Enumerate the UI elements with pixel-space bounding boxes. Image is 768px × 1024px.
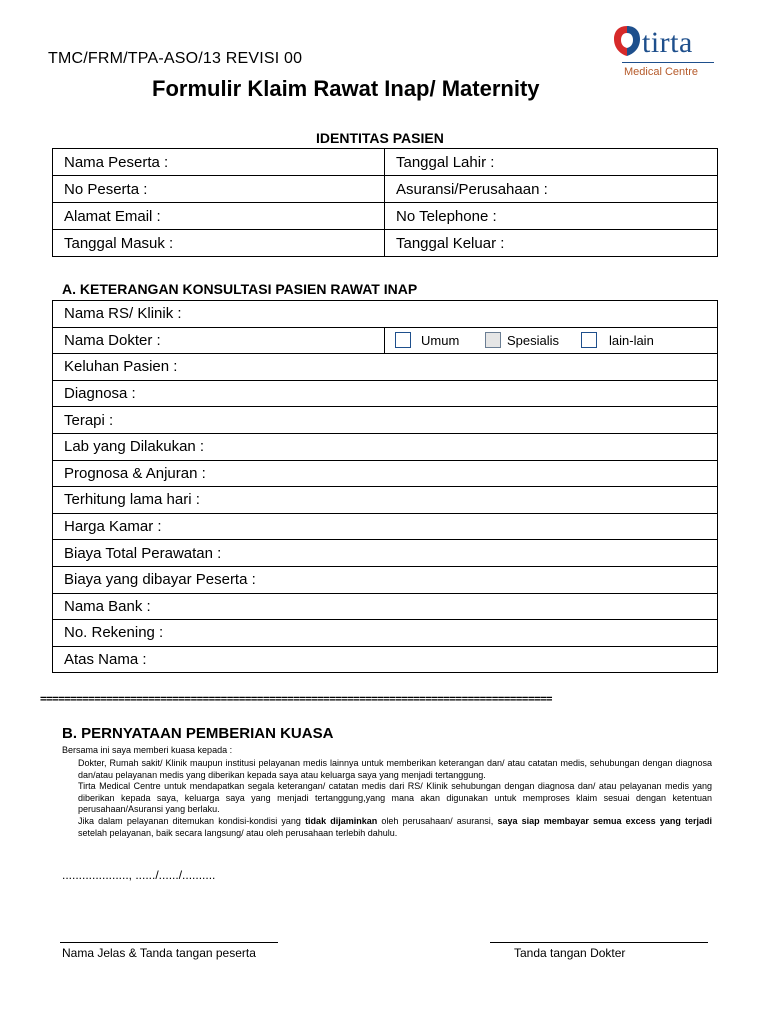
table-row [53,593,718,620]
field-nama-dokter[interactable]: Nama Dokter : [53,327,385,354]
table-row [53,646,718,673]
field-nama-bank[interactable]: Nama Bank : [53,593,718,620]
field-keluhan-pasien[interactable]: Keluhan Pasien : [53,354,718,381]
lain-lain-checkbox[interactable] [581,332,597,348]
identitas-table [52,148,718,257]
logo-name: tirta [642,26,693,59]
kuasa-intro: Bersama ini saya memberi kuasa kepada : [62,745,233,755]
field-no-telephone[interactable]: No Telephone : [385,203,718,230]
field-tanggal-lahir[interactable]: Tanggal Lahir : [385,149,718,176]
field-asuransi-perusahaan[interactable]: Asuransi/Perusahaan : [385,176,718,203]
field-prognosa[interactable]: Prognosa & Anjuran : [53,460,718,487]
para3-text-b: oleh perusahaan/ asuransi, [377,815,498,826]
kuasa-paragraph-2: Tirta Medical Centre untuk mendapatkan segala keterangan/ catatan medis dari RS/ Klinik sehubungan dengan diagnosa dan/ atau pelayanan medis yang diberikan kepada saya, keluarga saya yang menjadi tertanggung,yang mana akan digunakan untuk memproses klaim sesuai dengan ketentuan perusahaan/Asuransi yang berlaku. [78,781,712,815]
spesialis-checkbox[interactable] [485,332,501,348]
field-atas-nama[interactable]: Atas Nama : [53,646,718,673]
table-row [53,354,718,381]
field-biaya-total[interactable]: Biaya Total Perawatan : [53,540,718,567]
table-row [53,380,718,407]
logo-subtitle: Medical Centre [624,66,698,78]
table-row [53,487,718,514]
document-code: TMC/FRM/TPA-ASO/13 REVISI 00 [48,50,303,67]
identitas-heading: IDENTITAS PASIEN [316,130,444,146]
field-tanggal-keluar[interactable]: Tanggal Keluar : [385,230,718,257]
place-date-field[interactable]: ...................., ....../....../.......... [62,868,216,882]
umum-checkbox[interactable] [395,332,411,348]
table-row [53,513,718,540]
table-row [53,301,718,328]
table-row [53,149,718,176]
lain-lain-label: lain-lain [609,332,654,348]
field-no-peserta[interactable]: No Peserta : [53,176,385,203]
field-lab[interactable]: Lab yang Dilakukan : [53,433,718,460]
tirta-logo [612,22,716,82]
kuasa-paragraph-1: Dokter, Rumah sakit/ Klinik maupun institusi pelayanan medis lainnya untuk memberikan keterangan dan/ atau catatan medis, sehubungan dengan diagnosa dan/atau pelayanan medis yang diberikan kepada saya atau keluarga saya yang menjadi tertanggung. [78,758,712,780]
field-terapi[interactable]: Terapi : [53,407,718,434]
kuasa-paragraph-3 [78,816,712,839]
field-harga-kamar[interactable]: Harga Kamar : [53,513,718,540]
field-tanggal-masuk[interactable]: Tanggal Masuk : [53,230,385,257]
table-row [53,433,718,460]
logo-divider [622,62,714,63]
para3-text-a: Jika dalam pelayanan ditemukan kondisi-kondisi yang [78,815,306,826]
doctor-signature-line[interactable] [490,942,708,943]
participant-signature-label: Nama Jelas & Tanda tangan peserta [62,946,256,960]
kuasa-paragraphs [78,758,712,839]
field-alamat-email[interactable]: Alamat Email : [53,203,385,230]
table-row [53,620,718,647]
field-no-rekening[interactable]: No. Rekening : [53,620,718,647]
doctor-signature-label: Tanda tangan Dokter [514,946,626,960]
table-row [53,407,718,434]
table-row [53,203,718,230]
table-row [53,230,718,257]
option-umum[interactable] [395,332,485,348]
para3-bold-a: tidak dijaminkan [305,815,378,826]
cross-logo-icon [612,24,642,58]
table-row [53,566,718,593]
konsultasi-table [52,300,718,673]
para3-bold-b: saya siap membayar semua excess yang terjadi [497,815,713,826]
field-lama-hari[interactable]: Terhitung lama hari : [53,487,718,514]
table-row [53,327,718,354]
option-spesialis[interactable] [485,332,581,348]
field-diagnosa[interactable]: Diagnosa : [53,380,718,407]
kuasa-heading: B. PERNYATAAN PEMBERIAN KUASA [62,725,334,742]
field-nama-rs[interactable]: Nama RS/ Klinik : [53,301,718,328]
field-nama-peserta[interactable]: Nama Peserta : [53,149,385,176]
separator-line: ===================================================================================== [40,692,552,705]
umum-label: Umum [421,332,460,348]
participant-signature-line[interactable] [60,942,278,943]
field-biaya-peserta[interactable]: Biaya yang dibayar Peserta : [53,566,718,593]
konsultasi-heading: A. KETERANGAN KONSULTASI PASIEN RAWAT INAP [62,281,418,297]
doctor-type-options [385,327,718,354]
form-title: Formulir Klaim Rawat Inap/ Maternity [152,76,540,101]
table-row [53,540,718,567]
option-lain-lain[interactable] [581,332,654,348]
table-row [53,176,718,203]
spesialis-label: Spesialis [507,332,560,348]
para3-text-c: setelah pelayanan, baik secara langsung/ atau oleh perusahaan terlebih dahulu. [78,827,398,838]
table-row [53,460,718,487]
